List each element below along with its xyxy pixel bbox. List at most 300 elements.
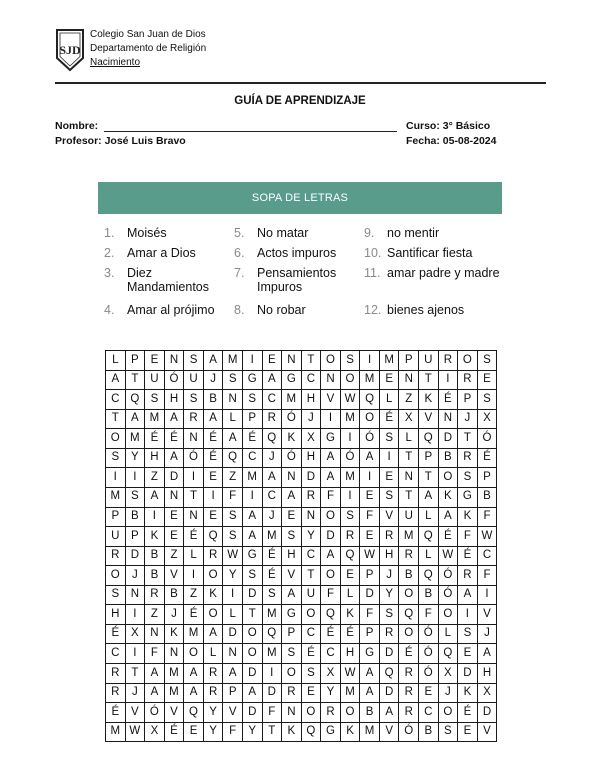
- grid-cell[interactable]: R: [458, 370, 478, 390]
- grid-cell[interactable]: E: [379, 468, 399, 488]
- grid-cell[interactable]: J: [262, 448, 282, 468]
- grid-cell[interactable]: É: [262, 546, 282, 566]
- grid-cell[interactable]: W: [340, 390, 360, 410]
- grid-cell[interactable]: I: [242, 351, 262, 371]
- grid-cell[interactable]: P: [360, 566, 380, 586]
- grid-cell[interactable]: W: [477, 527, 497, 547]
- grid-cell[interactable]: I: [125, 605, 145, 625]
- grid-cell[interactable]: D: [242, 664, 262, 684]
- grid-cell[interactable]: É: [184, 527, 204, 547]
- grid-cell[interactable]: F: [223, 487, 243, 507]
- grid-cell[interactable]: A: [321, 468, 341, 488]
- grid-cell[interactable]: V: [223, 703, 243, 723]
- grid-cell[interactable]: D: [438, 429, 458, 449]
- grid-cell[interactable]: M: [223, 351, 243, 371]
- grid-cell[interactable]: J: [125, 683, 145, 703]
- grid-cell[interactable]: R: [321, 703, 341, 723]
- grid-cell[interactable]: S: [106, 585, 126, 605]
- grid-cell[interactable]: D: [125, 546, 145, 566]
- grid-cell[interactable]: T: [106, 409, 126, 429]
- grid-cell[interactable]: B: [399, 566, 419, 586]
- grid-cell[interactable]: A: [458, 585, 478, 605]
- grid-cell[interactable]: S: [282, 527, 302, 547]
- grid-cell[interactable]: Q: [125, 390, 145, 410]
- grid-cell[interactable]: Y: [203, 722, 223, 742]
- grid-cell[interactable]: Ó: [477, 429, 497, 449]
- grid-cell[interactable]: M: [262, 605, 282, 625]
- grid-cell[interactable]: K: [419, 390, 439, 410]
- grid-cell[interactable]: C: [419, 703, 439, 723]
- grid-cell[interactable]: C: [242, 448, 262, 468]
- grid-cell[interactable]: O: [438, 468, 458, 488]
- grid-cell[interactable]: A: [164, 409, 184, 429]
- grid-cell[interactable]: O: [360, 409, 380, 429]
- grid-cell[interactable]: S: [145, 390, 165, 410]
- grid-cell[interactable]: D: [223, 624, 243, 644]
- grid-cell[interactable]: N: [301, 507, 321, 527]
- grid-cell[interactable]: É: [203, 429, 223, 449]
- grid-cell[interactable]: C: [262, 487, 282, 507]
- grid-cell[interactable]: T: [419, 468, 439, 488]
- grid-cell[interactable]: F: [321, 487, 341, 507]
- grid-cell[interactable]: É: [106, 703, 126, 723]
- grid-cell[interactable]: K: [438, 487, 458, 507]
- grid-cell[interactable]: I: [184, 468, 204, 488]
- grid-cell[interactable]: K: [203, 585, 223, 605]
- grid-cell[interactable]: E: [282, 507, 302, 527]
- grid-cell[interactable]: Y: [379, 585, 399, 605]
- grid-cell[interactable]: S: [282, 644, 302, 664]
- grid-cell[interactable]: B: [145, 566, 165, 586]
- grid-cell[interactable]: M: [379, 351, 399, 371]
- grid-cell[interactable]: Ó: [438, 566, 458, 586]
- grid-cell[interactable]: E: [379, 370, 399, 390]
- grid-cell[interactable]: I: [438, 370, 458, 390]
- grid-cell[interactable]: Q: [438, 644, 458, 664]
- grid-cell[interactable]: V: [379, 722, 399, 742]
- grid-cell[interactable]: O: [203, 605, 223, 625]
- grid-cell[interactable]: V: [477, 722, 497, 742]
- grid-cell[interactable]: G: [360, 644, 380, 664]
- grid-cell[interactable]: B: [438, 448, 458, 468]
- grid-cell[interactable]: I: [223, 585, 243, 605]
- grid-cell[interactable]: É: [242, 429, 262, 449]
- grid-cell[interactable]: T: [419, 370, 439, 390]
- grid-cell[interactable]: C: [301, 546, 321, 566]
- grid-cell[interactable]: L: [223, 409, 243, 429]
- grid-cell[interactable]: M: [340, 409, 360, 429]
- grid-cell[interactable]: R: [458, 566, 478, 586]
- grid-cell[interactable]: H: [145, 448, 165, 468]
- grid-cell[interactable]: N: [184, 429, 204, 449]
- grid-cell[interactable]: H: [301, 448, 321, 468]
- grid-cell[interactable]: X: [125, 624, 145, 644]
- grid-cell[interactable]: N: [399, 370, 419, 390]
- grid-cell[interactable]: W: [223, 546, 243, 566]
- grid-cell[interactable]: N: [282, 351, 302, 371]
- grid-cell[interactable]: F: [262, 703, 282, 723]
- grid-cell[interactable]: V: [164, 703, 184, 723]
- grid-cell[interactable]: Ó: [360, 429, 380, 449]
- grid-cell[interactable]: A: [262, 370, 282, 390]
- grid-cell[interactable]: Q: [301, 722, 321, 742]
- grid-cell[interactable]: A: [360, 448, 380, 468]
- grid-cell[interactable]: Ó: [419, 644, 439, 664]
- grid-cell[interactable]: Q: [262, 429, 282, 449]
- grid-cell[interactable]: M: [106, 487, 126, 507]
- grid-cell[interactable]: R: [438, 351, 458, 371]
- grid-cell[interactable]: X: [438, 664, 458, 684]
- grid-cell[interactable]: F: [458, 527, 478, 547]
- grid-cell[interactable]: Z: [145, 468, 165, 488]
- grid-cell[interactable]: A: [145, 683, 165, 703]
- grid-cell[interactable]: J: [458, 409, 478, 429]
- grid-cell[interactable]: J: [379, 566, 399, 586]
- grid-cell[interactable]: S: [242, 390, 262, 410]
- grid-cell[interactable]: R: [262, 409, 282, 429]
- grid-cell[interactable]: É: [203, 448, 223, 468]
- grid-cell[interactable]: Z: [184, 585, 204, 605]
- grid-cell[interactable]: R: [184, 409, 204, 429]
- grid-cell[interactable]: A: [360, 664, 380, 684]
- grid-cell[interactable]: N: [145, 624, 165, 644]
- grid-cell[interactable]: E: [301, 683, 321, 703]
- grid-cell[interactable]: S: [106, 448, 126, 468]
- grid-cell[interactable]: R: [106, 664, 126, 684]
- grid-cell[interactable]: H: [282, 546, 302, 566]
- grid-cell[interactable]: E: [203, 507, 223, 527]
- grid-cell[interactable]: R: [379, 527, 399, 547]
- grid-cell[interactable]: S: [125, 487, 145, 507]
- grid-cell[interactable]: J: [125, 566, 145, 586]
- grid-cell[interactable]: B: [419, 585, 439, 605]
- grid-cell[interactable]: T: [301, 351, 321, 371]
- grid-cell[interactable]: N: [223, 390, 243, 410]
- grid-cell[interactable]: K: [282, 429, 302, 449]
- grid-cell[interactable]: O: [301, 703, 321, 723]
- grid-cell[interactable]: É: [379, 409, 399, 429]
- grid-cell[interactable]: I: [458, 605, 478, 625]
- grid-cell[interactable]: Q: [223, 448, 243, 468]
- grid-cell[interactable]: C: [106, 390, 126, 410]
- grid-cell[interactable]: Y: [125, 448, 145, 468]
- grid-cell[interactable]: N: [164, 644, 184, 664]
- grid-cell[interactable]: É: [477, 448, 497, 468]
- grid-cell[interactable]: S: [438, 722, 458, 742]
- grid-cell[interactable]: N: [184, 507, 204, 527]
- grid-cell[interactable]: M: [125, 429, 145, 449]
- grid-cell[interactable]: P: [477, 468, 497, 488]
- grid-cell[interactable]: A: [321, 546, 341, 566]
- grid-cell[interactable]: O: [242, 624, 262, 644]
- grid-cell[interactable]: L: [184, 546, 204, 566]
- grid-cell[interactable]: D: [458, 664, 478, 684]
- grid-cell[interactable]: Ó: [340, 448, 360, 468]
- grid-cell[interactable]: Q: [262, 624, 282, 644]
- grid-cell[interactable]: P: [125, 527, 145, 547]
- grid-cell[interactable]: L: [106, 351, 126, 371]
- grid-cell[interactable]: L: [438, 624, 458, 644]
- grid-cell[interactable]: G: [458, 487, 478, 507]
- grid-cell[interactable]: V: [477, 605, 497, 625]
- grid-cell[interactable]: E: [458, 722, 478, 742]
- grid-cell[interactable]: O: [106, 566, 126, 586]
- grid-cell[interactable]: R: [145, 585, 165, 605]
- grid-cell[interactable]: J: [164, 605, 184, 625]
- grid-cell[interactable]: T: [399, 448, 419, 468]
- grid-cell[interactable]: P: [242, 409, 262, 429]
- grid-cell[interactable]: D: [242, 703, 262, 723]
- grid-cell[interactable]: N: [438, 409, 458, 429]
- grid-cell[interactable]: É: [321, 624, 341, 644]
- grid-cell[interactable]: W: [340, 664, 360, 684]
- grid-cell[interactable]: K: [145, 527, 165, 547]
- grid-cell[interactable]: F: [321, 585, 341, 605]
- grid-cell[interactable]: X: [321, 664, 341, 684]
- grid-cell[interactable]: Y: [203, 703, 223, 723]
- grid-cell[interactable]: V: [164, 566, 184, 586]
- grid-cell[interactable]: N: [321, 370, 341, 390]
- grid-cell[interactable]: S: [379, 429, 399, 449]
- grid-cell[interactable]: A: [184, 664, 204, 684]
- grid-cell[interactable]: Ó: [438, 585, 458, 605]
- grid-cell[interactable]: O: [340, 370, 360, 390]
- grid-cell[interactable]: D: [379, 644, 399, 664]
- grid-cell[interactable]: R: [203, 546, 223, 566]
- grid-cell[interactable]: M: [106, 722, 126, 742]
- grid-cell[interactable]: A: [223, 429, 243, 449]
- grid-cell[interactable]: E: [340, 566, 360, 586]
- grid-cell[interactable]: É: [164, 722, 184, 742]
- grid-cell[interactable]: A: [125, 409, 145, 429]
- grid-cell[interactable]: I: [340, 487, 360, 507]
- grid-cell[interactable]: R: [379, 624, 399, 644]
- grid-cell[interactable]: M: [242, 468, 262, 488]
- grid-cell[interactable]: O: [106, 429, 126, 449]
- grid-cell[interactable]: A: [203, 351, 223, 371]
- grid-cell[interactable]: S: [379, 605, 399, 625]
- grid-cell[interactable]: P: [399, 351, 419, 371]
- grid-cell[interactable]: U: [301, 585, 321, 605]
- grid-cell[interactable]: R: [203, 683, 223, 703]
- grid-cell[interactable]: P: [223, 683, 243, 703]
- grid-cell[interactable]: É: [438, 390, 458, 410]
- grid-cell[interactable]: L: [419, 546, 439, 566]
- grid-cell[interactable]: I: [360, 468, 380, 488]
- grid-cell[interactable]: I: [340, 429, 360, 449]
- grid-cell[interactable]: I: [203, 487, 223, 507]
- grid-cell[interactable]: X: [145, 722, 165, 742]
- grid-cell[interactable]: B: [477, 487, 497, 507]
- grid-cell[interactable]: L: [203, 644, 223, 664]
- grid-cell[interactable]: M: [360, 722, 380, 742]
- grid-cell[interactable]: W: [125, 722, 145, 742]
- grid-cell[interactable]: J: [477, 624, 497, 644]
- grid-cell[interactable]: G: [321, 429, 341, 449]
- grid-cell[interactable]: S: [242, 566, 262, 586]
- grid-cell[interactable]: Q: [203, 527, 223, 547]
- grid-cell[interactable]: E: [184, 722, 204, 742]
- grid-cell[interactable]: K: [340, 722, 360, 742]
- grid-cell[interactable]: P: [106, 507, 126, 527]
- grid-cell[interactable]: O: [321, 351, 341, 371]
- grid-cell[interactable]: P: [458, 390, 478, 410]
- grid-cell[interactable]: N: [282, 703, 302, 723]
- grid-cell[interactable]: R: [399, 683, 419, 703]
- grid-cell[interactable]: D: [242, 585, 262, 605]
- grid-cell[interactable]: U: [145, 370, 165, 390]
- grid-cell[interactable]: G: [321, 722, 341, 742]
- grid-cell[interactable]: B: [360, 703, 380, 723]
- grid-cell[interactable]: I: [321, 409, 341, 429]
- grid-cell[interactable]: Y: [242, 722, 262, 742]
- grid-cell[interactable]: A: [164, 448, 184, 468]
- grid-cell[interactable]: É: [458, 546, 478, 566]
- grid-cell[interactable]: R: [106, 683, 126, 703]
- grid-cell[interactable]: M: [340, 468, 360, 488]
- grid-cell[interactable]: J: [203, 370, 223, 390]
- grid-cell[interactable]: J: [438, 683, 458, 703]
- grid-cell[interactable]: E: [164, 527, 184, 547]
- grid-cell[interactable]: L: [340, 585, 360, 605]
- grid-cell[interactable]: F: [477, 507, 497, 527]
- grid-cell[interactable]: F: [419, 605, 439, 625]
- grid-cell[interactable]: N: [125, 585, 145, 605]
- grid-cell[interactable]: R: [399, 664, 419, 684]
- grid-cell[interactable]: A: [203, 409, 223, 429]
- grid-cell[interactable]: L: [223, 605, 243, 625]
- grid-cell[interactable]: T: [125, 664, 145, 684]
- grid-cell[interactable]: T: [458, 429, 478, 449]
- grid-cell[interactable]: O: [184, 644, 204, 664]
- grid-cell[interactable]: S: [301, 664, 321, 684]
- grid-cell[interactable]: É: [106, 624, 126, 644]
- grid-cell[interactable]: Z: [223, 468, 243, 488]
- grid-cell[interactable]: Ó: [145, 703, 165, 723]
- grid-cell[interactable]: V: [125, 703, 145, 723]
- grid-cell[interactable]: P: [419, 448, 439, 468]
- grid-cell[interactable]: E: [164, 507, 184, 527]
- grid-cell[interactable]: D: [164, 468, 184, 488]
- grid-cell[interactable]: I: [477, 585, 497, 605]
- grid-cell[interactable]: H: [301, 390, 321, 410]
- grid-cell[interactable]: O: [340, 703, 360, 723]
- grid-cell[interactable]: Ó: [419, 664, 439, 684]
- grid-cell[interactable]: E: [360, 527, 380, 547]
- grid-cell[interactable]: A: [242, 527, 262, 547]
- grid-cell[interactable]: C: [301, 624, 321, 644]
- grid-cell[interactable]: V: [321, 390, 341, 410]
- grid-cell[interactable]: Q: [399, 605, 419, 625]
- grid-cell[interactable]: U: [184, 370, 204, 390]
- grid-cell[interactable]: Q: [321, 605, 341, 625]
- grid-cell[interactable]: O: [203, 566, 223, 586]
- grid-cell[interactable]: O: [399, 585, 419, 605]
- grid-cell[interactable]: L: [379, 390, 399, 410]
- grid-cell[interactable]: I: [125, 468, 145, 488]
- grid-cell[interactable]: Q: [419, 527, 439, 547]
- grid-cell[interactable]: Q: [184, 703, 204, 723]
- grid-cell[interactable]: O: [282, 664, 302, 684]
- grid-cell[interactable]: Q: [360, 390, 380, 410]
- grid-cell[interactable]: R: [203, 664, 223, 684]
- grid-cell[interactable]: M: [164, 683, 184, 703]
- grid-cell[interactable]: Q: [379, 664, 399, 684]
- grid-cell[interactable]: B: [164, 585, 184, 605]
- grid-cell[interactable]: D: [360, 585, 380, 605]
- grid-cell[interactable]: K: [282, 722, 302, 742]
- grid-cell[interactable]: I: [262, 664, 282, 684]
- grid-cell[interactable]: T: [399, 487, 419, 507]
- grid-cell[interactable]: C: [477, 546, 497, 566]
- grid-cell[interactable]: X: [399, 409, 419, 429]
- grid-cell[interactable]: A: [477, 644, 497, 664]
- grid-cell[interactable]: O: [242, 644, 262, 664]
- grid-cell[interactable]: J: [262, 507, 282, 527]
- grid-cell[interactable]: F: [477, 566, 497, 586]
- grid-cell[interactable]: R: [301, 487, 321, 507]
- grid-cell[interactable]: U: [106, 527, 126, 547]
- grid-cell[interactable]: Z: [164, 546, 184, 566]
- grid-cell[interactable]: É: [458, 703, 478, 723]
- grid-cell[interactable]: F: [145, 644, 165, 664]
- grid-cell[interactable]: M: [282, 390, 302, 410]
- grid-cell[interactable]: M: [360, 370, 380, 390]
- grid-cell[interactable]: Ó: [164, 370, 184, 390]
- grid-cell[interactable]: S: [458, 624, 478, 644]
- grid-cell[interactable]: X: [301, 429, 321, 449]
- grid-cell[interactable]: A: [360, 683, 380, 703]
- grid-cell[interactable]: É: [164, 429, 184, 449]
- grid-cell[interactable]: R: [399, 546, 419, 566]
- grid-cell[interactable]: Ó: [282, 409, 302, 429]
- grid-cell[interactable]: A: [106, 370, 126, 390]
- grid-cell[interactable]: O: [438, 703, 458, 723]
- grid-cell[interactable]: A: [262, 468, 282, 488]
- grid-cell[interactable]: M: [184, 624, 204, 644]
- grid-cell[interactable]: M: [145, 409, 165, 429]
- grid-cell[interactable]: B: [145, 546, 165, 566]
- grid-cell[interactable]: O: [458, 351, 478, 371]
- grid-cell[interactable]: K: [340, 605, 360, 625]
- grid-cell[interactable]: P: [282, 624, 302, 644]
- grid-cell[interactable]: S: [223, 507, 243, 527]
- grid-cell[interactable]: M: [262, 527, 282, 547]
- grid-cell[interactable]: G: [282, 605, 302, 625]
- grid-cell[interactable]: I: [360, 351, 380, 371]
- grid-cell[interactable]: H: [106, 605, 126, 625]
- grid-cell[interactable]: Q: [419, 566, 439, 586]
- grid-cell[interactable]: S: [379, 487, 399, 507]
- grid-cell[interactable]: C: [301, 370, 321, 390]
- grid-cell[interactable]: Y: [223, 566, 243, 586]
- grid-cell[interactable]: U: [419, 351, 439, 371]
- grid-cell[interactable]: K: [458, 683, 478, 703]
- grid-cell[interactable]: B: [419, 722, 439, 742]
- grid-cell[interactable]: O: [321, 507, 341, 527]
- grid-cell[interactable]: A: [203, 624, 223, 644]
- grid-cell[interactable]: G: [282, 370, 302, 390]
- grid-cell[interactable]: E: [203, 468, 223, 488]
- grid-cell[interactable]: L: [399, 429, 419, 449]
- grid-cell[interactable]: M: [262, 644, 282, 664]
- grid-cell[interactable]: C: [321, 644, 341, 664]
- grid-cell[interactable]: M: [164, 664, 184, 684]
- grid-cell[interactable]: T: [184, 487, 204, 507]
- grid-cell[interactable]: S: [184, 390, 204, 410]
- grid-cell[interactable]: R: [399, 703, 419, 723]
- grid-cell[interactable]: O: [301, 605, 321, 625]
